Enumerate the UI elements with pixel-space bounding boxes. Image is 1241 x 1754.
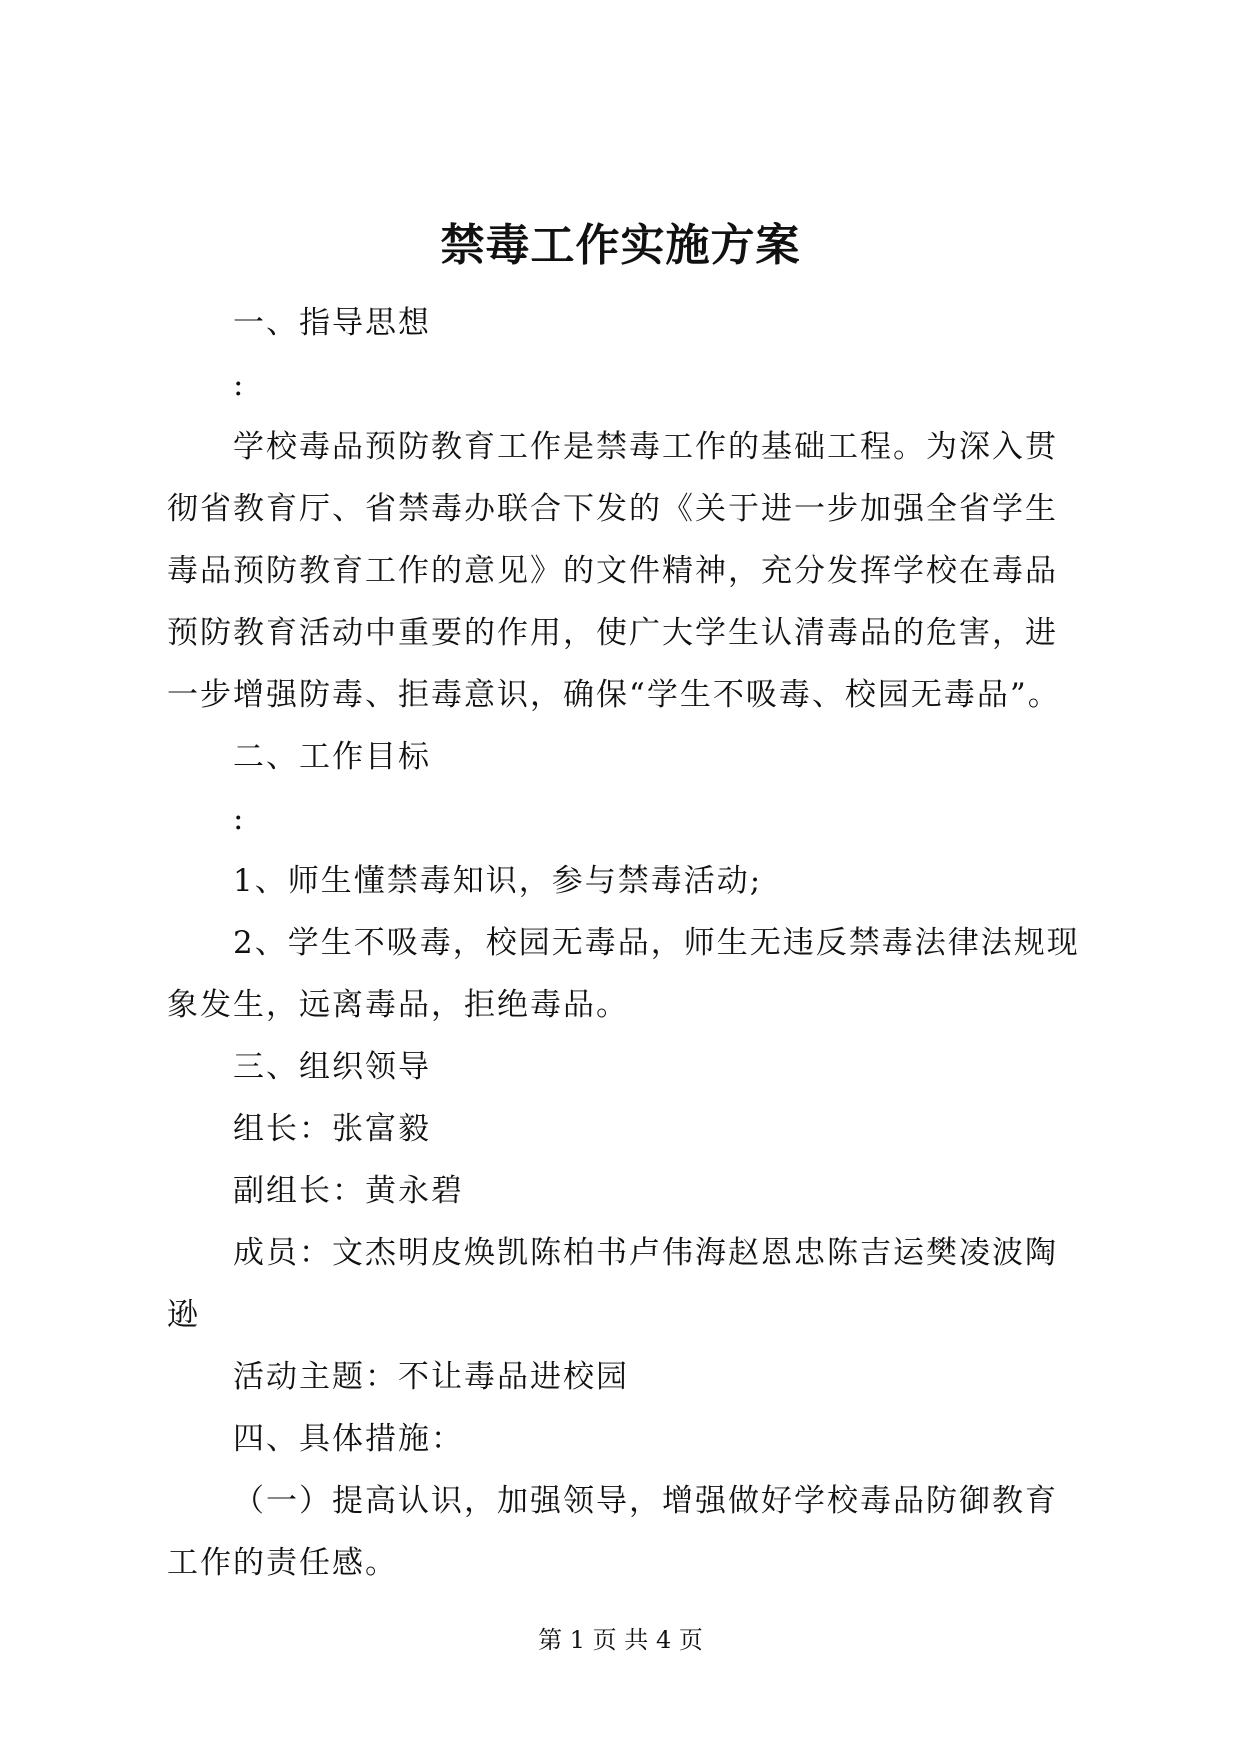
colon-line: : xyxy=(233,801,246,837)
members-line: 成员：文杰明皮焕凯陈柏书卢伟海赵恩忠陈吉运樊凌波陶逊 xyxy=(167,1235,1058,1333)
section-heading-measures: 四、具体措施： xyxy=(233,1421,464,1457)
measure-item-1: （一）提高认识，加强领导，增强做好学校毒品防御教育工作的责任感。 xyxy=(167,1483,1058,1581)
goal-item-2: 2、学生不吸毒，校园无毒品，师生无违反禁毒法律法规现象发生，远离毒品，拒绝毒品。 xyxy=(167,925,1080,1023)
goal-item-1: 1、师生懂禁毒知识，参与禁毒活动; xyxy=(233,863,763,899)
section-heading-work-goals: 二、工作目标 xyxy=(233,739,431,775)
section-heading-guiding-ideology: 一、指导思想 xyxy=(233,305,431,341)
paragraph-guiding-ideology: 学校毒品预防教育工作是禁毒工作的基础工程。为深入贯彻省教育厅、省禁毒办联合下发的《关于进一步加强全省学生毒品预防教育工作的意见》的文件精神，充分发挥学校在毒品预防教育活动中重要的作用，使广大学生认清毒品的危害，进一步增强防毒、拒毒意识，确保“学生不吸毒、校园无毒品”。 xyxy=(167,429,1061,713)
colon-line: : xyxy=(233,367,246,403)
page-title: 禁毒工作实施方案 xyxy=(440,220,801,271)
section-heading-organization: 三、组织领导 xyxy=(233,1049,431,1085)
document-body xyxy=(167,292,1081,1594)
activity-theme-line: 活动主题：不让毒品进校园 xyxy=(233,1359,629,1395)
page-footer: 第 1 页 共 4 页 xyxy=(538,1626,703,1654)
deputy-leader-line: 副组长：黄永碧 xyxy=(233,1173,464,1209)
leader-line: 组长：张富毅 xyxy=(233,1111,431,1147)
